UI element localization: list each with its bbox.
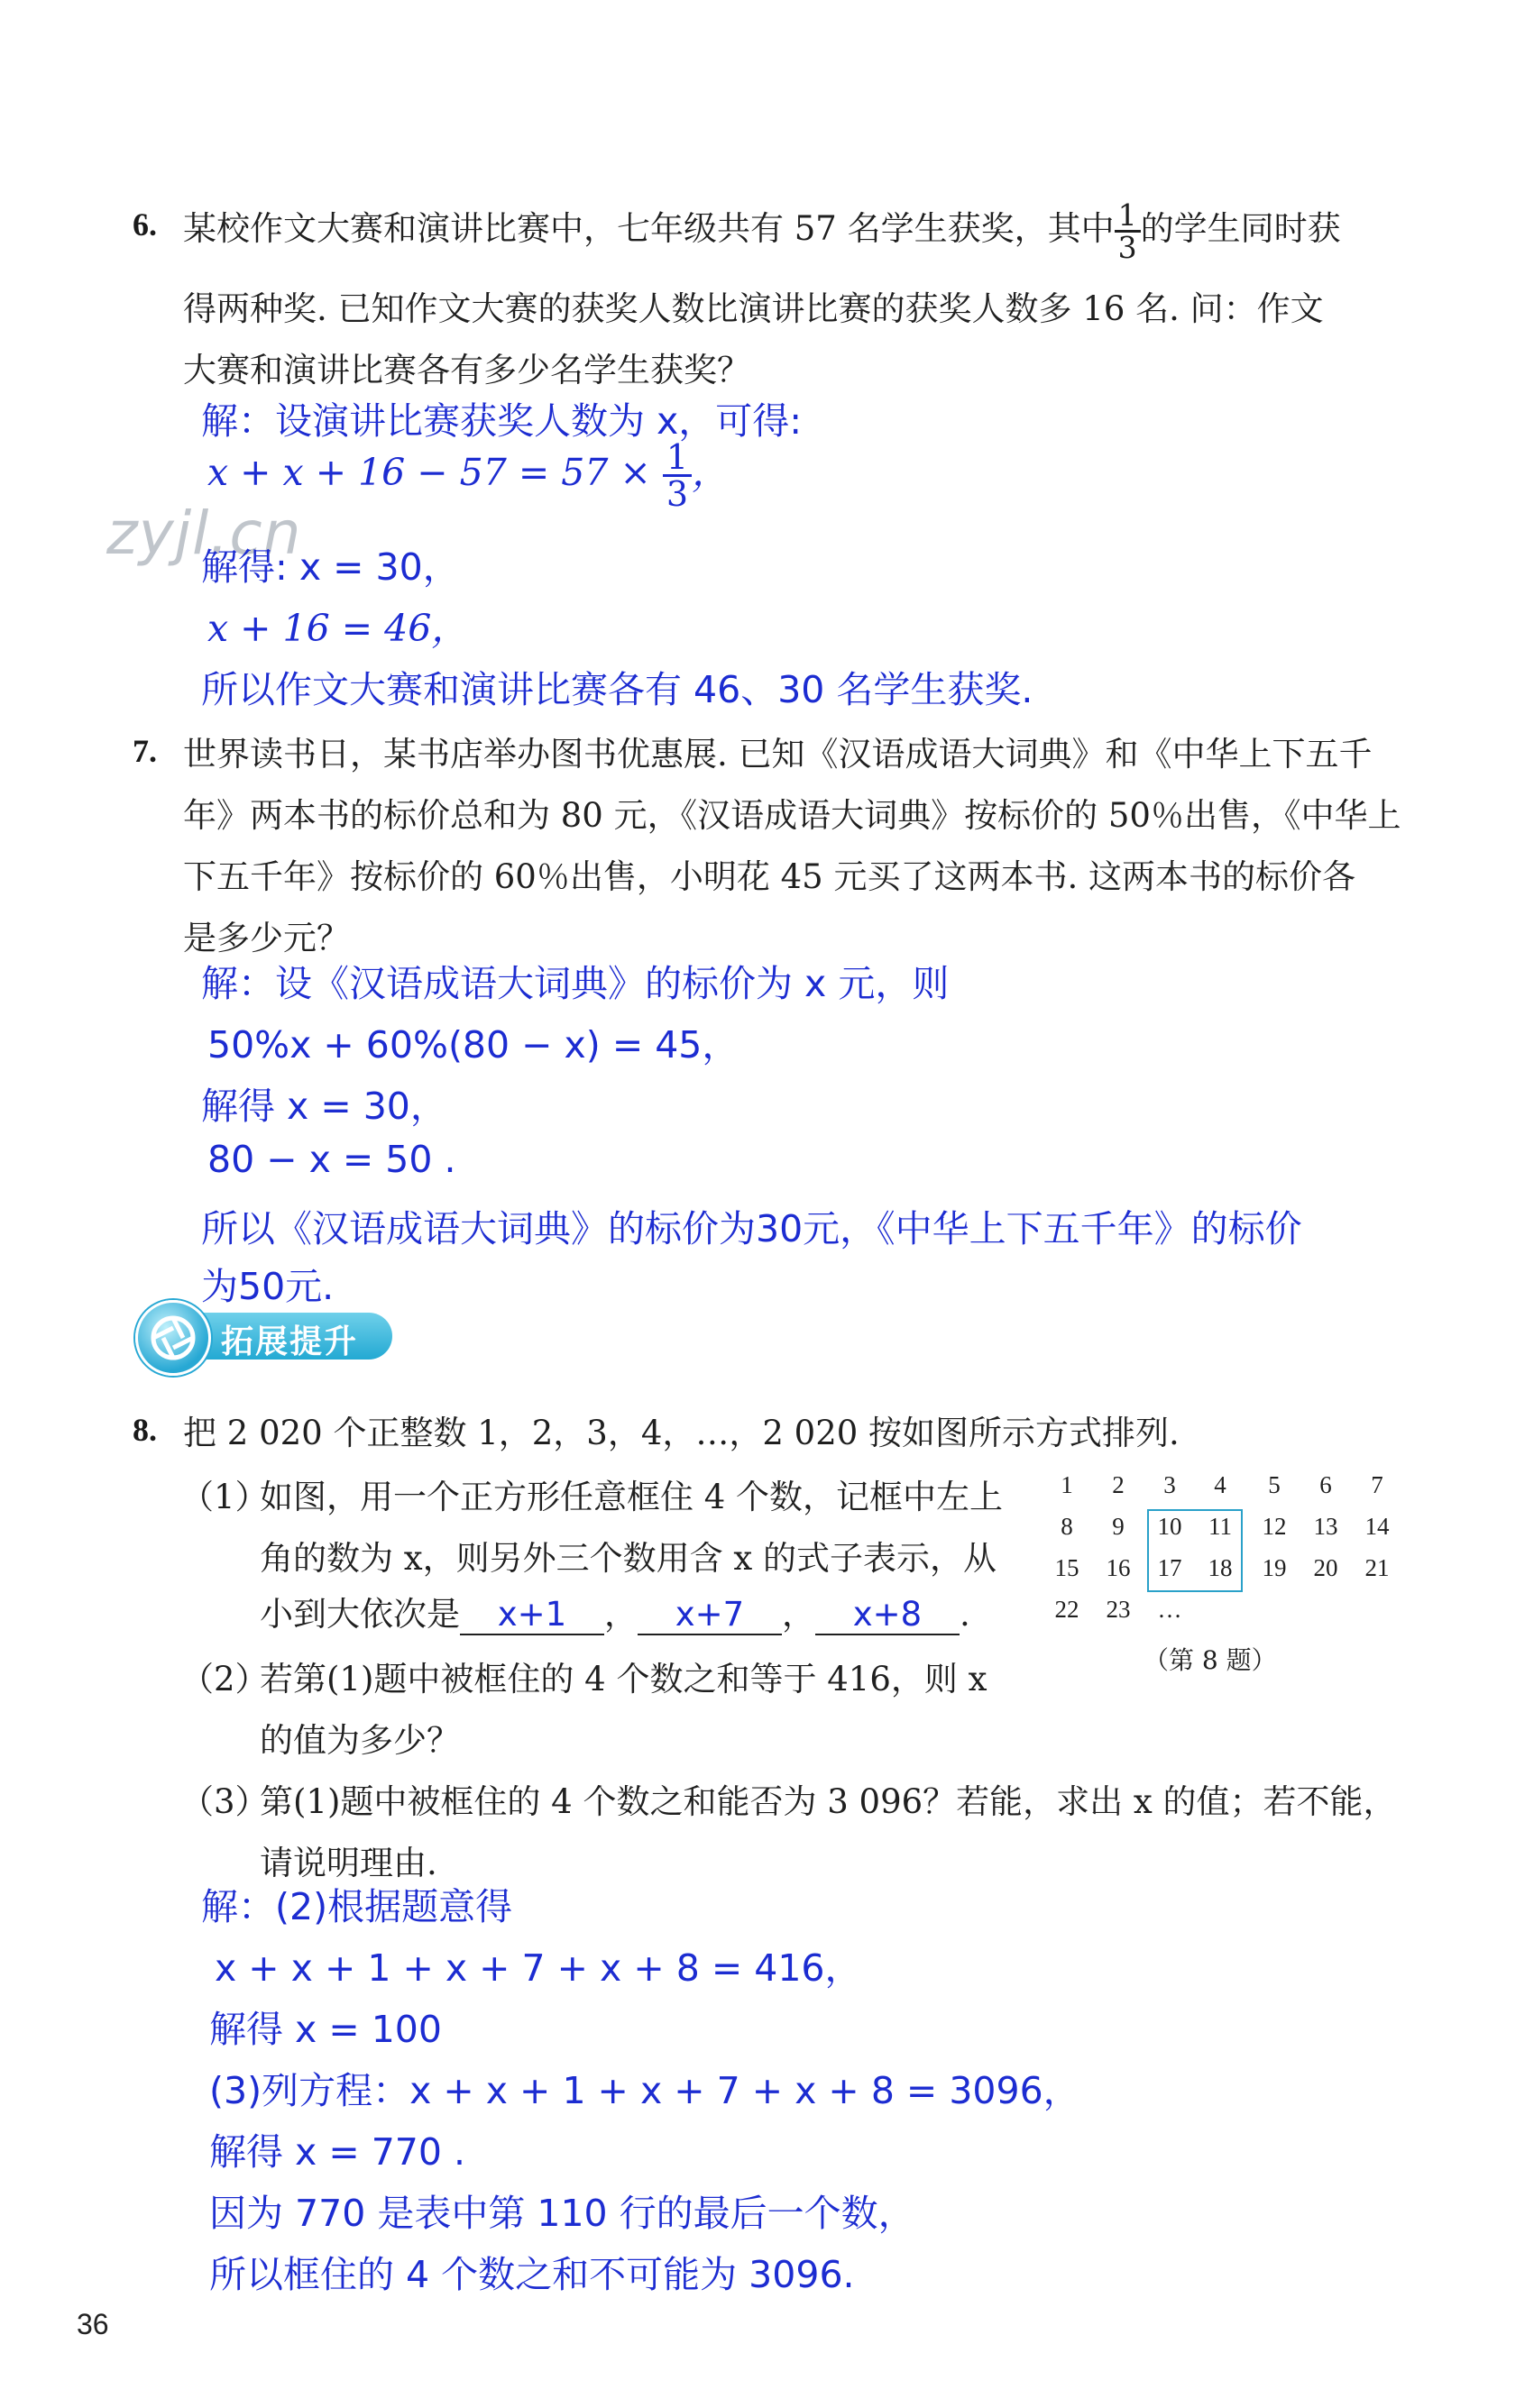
grid-cell: 23 <box>1106 1596 1131 1623</box>
watermark: zyjl.cn <box>106 499 302 568</box>
grid-cell: 12 <box>1262 1513 1287 1540</box>
part-1-line-3-text: 小到大依次是 <box>260 1595 460 1634</box>
banner-label: 拓展提升 <box>221 1323 359 1360</box>
question-6-line-2: 得两种奖. 已知作文大赛的获奖人数比演讲比赛的获奖人数多 16 名. 问：作文 <box>183 289 1324 328</box>
answer-blank-1: x+1 <box>460 1595 604 1635</box>
answer-6-comma: ， <box>692 451 730 494</box>
grid-cell: 22 <box>1054 1596 1079 1623</box>
question-6-line-1b: 的学生同时获 <box>1140 209 1341 248</box>
part-1-line-1: 如图，用一个正方形任意框住 4 个数，记框中左上 <box>260 1478 1004 1516</box>
grid-cell: 7 <box>1371 1471 1383 1498</box>
page-number: 36 <box>77 2308 109 2340</box>
answer-blank-3: x+8 <box>815 1595 960 1635</box>
question-7-line-2: 年》两本书的标价总和为 80 元，《汉语成语大词典》按标价的 50％出售，《中华上 <box>183 796 1401 835</box>
answer-fraction-one-third <box>663 437 692 514</box>
answer-8-line-6: 因为 770 是表中第 110 行的最后一个数， <box>209 2192 915 2235</box>
answer-8-line-3: 解得 x = 100 <box>209 2008 442 2051</box>
grid-cell: 8 <box>1061 1513 1073 1540</box>
grid-cell: 1 <box>1061 1471 1073 1498</box>
question-6-line-1a: 某校作文大赛和演讲比赛中，七年级共有 57 名学生获奖，其中 <box>183 209 1115 248</box>
part-3-label: （3） <box>180 1782 269 1821</box>
question-6-line-3: 大赛和演讲比赛各有多少名学生获奖？ <box>183 351 750 389</box>
grid-cell: 14 <box>1364 1513 1390 1540</box>
answer-7-line-5: 所以《汉语成语大词典》的标价为30元，《中华上下五千年》的标价 <box>201 1207 1302 1250</box>
grid-cell: 20 <box>1313 1554 1338 1581</box>
question-8-line-1: 把 2 020 个正整数 1，2，3，4，…，2 020 按如图所示方式排列. <box>183 1414 1180 1452</box>
part-2-label: （2） <box>180 1660 269 1698</box>
grid-cell: 17 <box>1157 1554 1182 1581</box>
grid-cell: 11 <box>1208 1513 1232 1540</box>
question-7-line-4: 是多少元？ <box>183 919 350 957</box>
blank-separator-2: ， <box>782 1595 815 1634</box>
part-1-label: （1） <box>180 1478 269 1516</box>
answer-8-line-5: 解得 x = 770 . <box>209 2130 466 2174</box>
question-7-line-1: 世界读书日，某书店举办图书优惠展. 已知《汉语成语大词典》和《中华上下五千 <box>183 735 1373 774</box>
answer-6-line-5: 所以作文大赛和演讲比赛各有 46、30 名学生获奖. <box>201 668 1033 711</box>
grid-cell: 3 <box>1163 1471 1176 1498</box>
part-2-line-1: 若第(1)题中被框住的 4 个数之和等于 416，则 x <box>260 1660 987 1698</box>
question-8-number: 8. <box>133 1412 157 1448</box>
answer-7-line-2: 50%x + 60%(80 − x) = 45， <box>207 1023 739 1067</box>
grid-cell: 15 <box>1054 1554 1079 1581</box>
answer-blank-2: x+7 <box>638 1595 782 1635</box>
answer-8-line-4: (3)列方程：x + x + 1 + x + 7 + x + 8 = 3096， <box>209 2069 1080 2112</box>
grid-cell: 4 <box>1214 1471 1226 1498</box>
grid-cell: 6 <box>1319 1471 1332 1498</box>
grid-cell: 19 <box>1262 1554 1287 1581</box>
grid-cell: 16 <box>1106 1554 1131 1581</box>
part-1-line-2: 角的数为 x，则另外三个数用含 x 的式子表示，从 <box>260 1539 997 1578</box>
answer-8-line-2: x + x + 1 + x + 7 + x + 8 = 416， <box>215 1946 862 1990</box>
answer-fraction-numerator: 1 <box>666 437 689 477</box>
section-banner <box>135 1300 397 1372</box>
question-6-line-1 <box>183 197 1341 265</box>
question-6-number: 6. <box>133 206 157 243</box>
grid-cell: 13 <box>1313 1513 1338 1540</box>
question-7-line-3: 下五千年》按标价的 60％出售，小明花 45 元买了这两本书. 这两本书的标价各 <box>183 857 1355 896</box>
grid-cell: 9 <box>1112 1513 1125 1540</box>
answer-7-line-4: 80 − x = 50 . <box>207 1138 456 1181</box>
answer-fraction-denominator: 3 <box>663 474 692 511</box>
fraction-numerator: 1 <box>1117 197 1137 233</box>
figure-caption: （第 8 题） <box>1144 1645 1277 1675</box>
answer-6-line-4: x + 16 = 46， <box>207 607 469 650</box>
blank-separator-1: ， <box>604 1595 638 1634</box>
grid-cell: 21 <box>1364 1554 1390 1581</box>
grid-cell: 18 <box>1208 1554 1233 1581</box>
part-3-line-1: 第(1)题中被框住的 4 个数之和能否为 3 096？若能，求出 x 的值；若不能， <box>260 1782 1397 1821</box>
number-grid-figure <box>1042 1460 1402 1641</box>
grid-cell: … <box>1157 1596 1182 1623</box>
answer-6-equation: x + x + 16 − 57 = 57 × <box>207 451 651 494</box>
grid-cell: 2 <box>1112 1471 1125 1498</box>
answer-7-line-1: 解：设《汉语成语大词典》的标价为 x 元，则 <box>201 962 950 1005</box>
fraction-denominator: 3 <box>1115 230 1141 262</box>
answer-7-line-3: 解得 x = 30， <box>201 1085 447 1128</box>
part-3-line-2: 请说明理由. <box>260 1844 437 1882</box>
grid-cell: 5 <box>1268 1471 1281 1498</box>
part-2-line-2: 的值为多少？ <box>260 1721 460 1760</box>
answer-6-line-3: 解得: x = 30， <box>201 545 460 589</box>
fraction-one-third <box>1115 197 1141 265</box>
grid-cell: 10 <box>1157 1513 1182 1540</box>
part-1-line-3 <box>260 1587 970 1635</box>
question-7-number: 7. <box>133 733 157 769</box>
answer-8-line-7: 所以框住的 4 个数之和不可能为 3096. <box>209 2253 855 2296</box>
answer-6-line-1: 解：设演讲比赛获奖人数为 x，可得: <box>201 399 803 443</box>
aperture-icon <box>135 1300 211 1376</box>
answer-7-line-6: 为50元. <box>201 1265 335 1308</box>
answer-8-line-1: 解：(2)根据题意得 <box>201 1885 513 1928</box>
part-1-end: . <box>960 1595 970 1634</box>
answer-6-line-2 <box>207 437 730 514</box>
